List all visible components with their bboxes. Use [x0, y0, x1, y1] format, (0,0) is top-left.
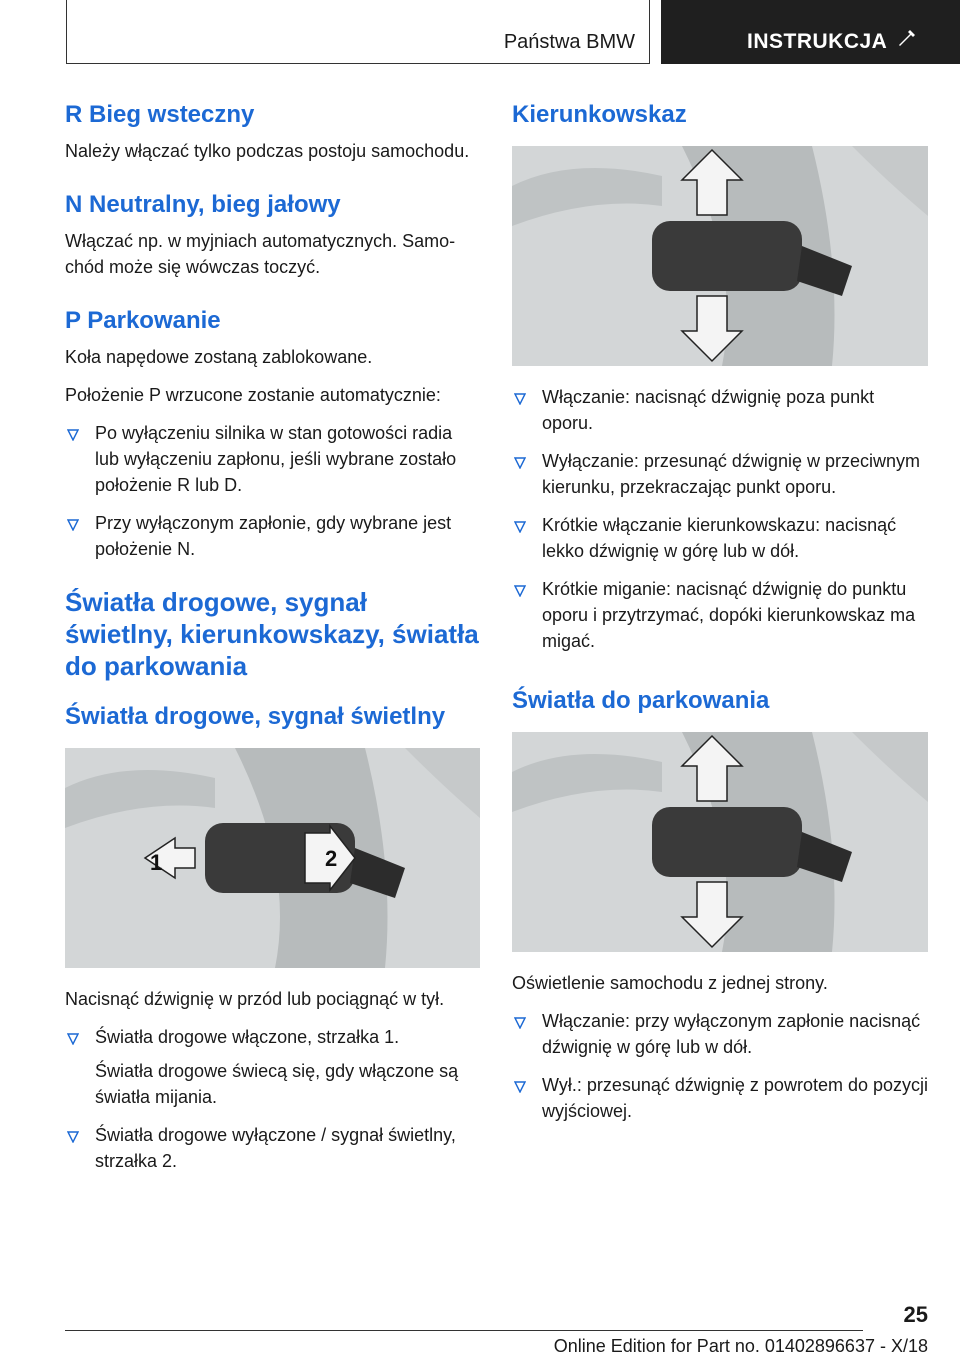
high-beam-title: Światła drogowe, sygnał świetlny: [65, 703, 446, 730]
reverse-gear-title: R Bieg wsteczny: [65, 101, 255, 128]
lights-section-title: Światła drogowe, sygnał świetlny, kierunkowskazy, światła do parkowania: [65, 587, 479, 681]
footer-divider: [65, 1330, 863, 1331]
list-item: Włączanie: przy wyłączonym zapłonie nacisnąć dźwignię w górę lub w dół.: [512, 1008, 928, 1060]
header-brand-tab[interactable]: Państwa BMW: [66, 0, 650, 64]
high-beam-text: Nacisnąć dźwignię w przód lub pociągnąć w tył.: [65, 989, 445, 1009]
header-section-label: INSTRUKCJA: [747, 30, 888, 53]
parking-lights-list: [512, 1008, 928, 1124]
footer-edition: Online Edition for Part no. 01402896637 - X/18: [553, 1336, 928, 1356]
high-beam-item-note: Światła drogowe świecą się, gdy włączone są światła mijania.: [95, 1061, 459, 1107]
arrow-label-1: 1: [150, 850, 163, 875]
turn-signal-lever-figure: [512, 146, 928, 366]
parking-lights-lever-figure: [512, 732, 928, 952]
right-column: [512, 100, 928, 1136]
reverse-gear-text: Należy włączać tylko podczas postoju samochodu.: [65, 141, 470, 161]
left-column: [65, 100, 480, 1186]
turn-signal-list: [512, 384, 928, 654]
park-title: P Parkowanie: [65, 307, 221, 334]
list-item: Światła drogowe włączone, strzałka 1. Światła drogowe świecą się, gdy włączone są światła mijania.: [65, 1024, 480, 1110]
triangle-bullet-icon: [67, 429, 79, 441]
high-beam-lever-figure: [65, 748, 480, 968]
list-item: Włączanie: nacisnąć dźwignię poza punkt oporu.: [512, 384, 928, 436]
park-list: [65, 420, 480, 562]
park-text-2: Położenie P wrzucone zostanie automatycznie:: [65, 385, 441, 405]
triangle-bullet-icon: [514, 585, 526, 597]
triangle-bullet-icon: [514, 457, 526, 469]
neutral-gear-title: N Neutralny, bieg jałowy: [65, 191, 341, 218]
parking-lights-text: Oświetlenie samochodu z jednej strony.: [512, 973, 828, 993]
list-item: Po wyłączeniu silnika w stan gotowości radia lub wyłączeniu zapłonu, jeśli wybrane zostało położenie R lub D.: [65, 420, 480, 498]
triangle-bullet-icon: [514, 521, 526, 533]
list-item: Krótkie włączanie kierunkowskazu: nacisnąć lekko dźwignię w górę lub w dół.: [512, 512, 928, 564]
neutral-gear-text: Włączać np. w myjniach automatycznych. Samochód może się wówczas toczyć.: [65, 231, 456, 277]
triangle-bullet-icon: [67, 1131, 79, 1143]
triangle-bullet-icon: [514, 393, 526, 405]
triangle-bullet-icon: [67, 519, 79, 531]
turn-signal-title: Kierunkowskaz: [512, 101, 687, 128]
triangle-bullet-icon: [514, 1081, 526, 1093]
high-beam-list: [65, 1024, 480, 1174]
arrow-label-2: 2: [325, 846, 338, 871]
list-item: Wył.: przesunąć dźwignię z powrotem do pozycji wyjściowej.: [512, 1072, 928, 1124]
triangle-bullet-icon: [514, 1017, 526, 1029]
parking-lights-title: Światła do parkowania: [512, 687, 770, 714]
park-text-1: Koła napędowe zostaną zablokowane.: [65, 347, 373, 367]
list-item: Krótkie miganie: nacisnąć dźwignię do punktu oporu i przytrzymać, dopóki kierunkowskaz ma migać.: [512, 576, 928, 654]
list-item: Światła drogowe wyłączone / sygnał świetlny, strzałka 2.: [65, 1122, 480, 1174]
list-item: Wyłączanie: przesunąć dźwignię w przeciwnym kierunku, przekraczając punkt oporu.: [512, 448, 928, 500]
header-section-tab[interactable]: [661, 0, 960, 64]
list-item: Przy wyłączonym zapłonie, gdy wybrane jest położenie N.: [65, 510, 480, 562]
page-number: 25: [903, 1302, 928, 1327]
wrench-icon: [897, 28, 917, 48]
triangle-bullet-icon: [67, 1033, 79, 1045]
